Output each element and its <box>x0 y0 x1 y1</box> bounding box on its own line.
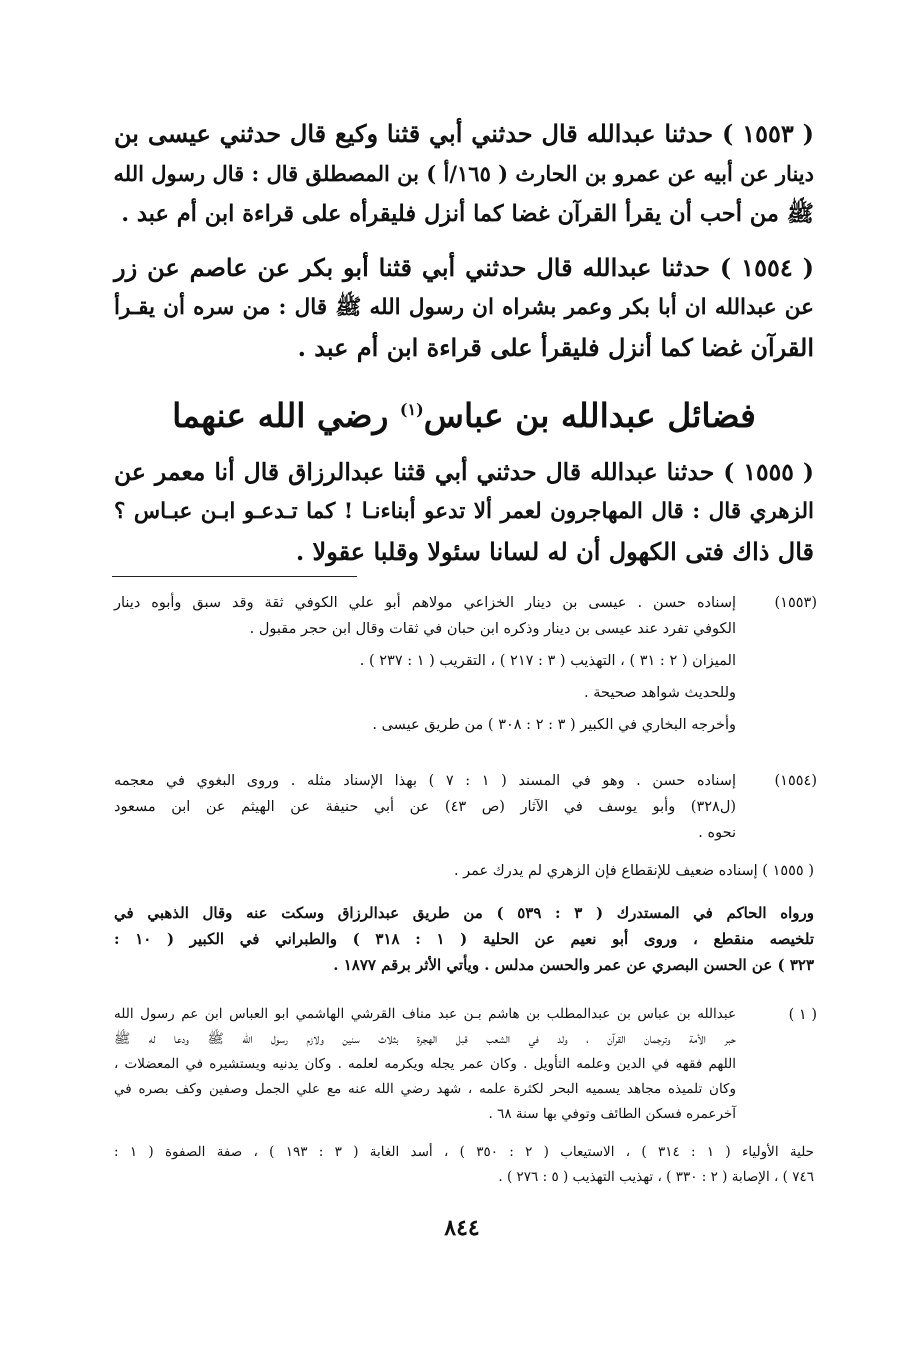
footnote-line: (ل٣٢٨) وأبو يوسف في الآثار (ص ٤٣) عن أبي حنيفة عن الهيثم عن ابن مسعود <box>114 799 737 815</box>
footnote-label: ( ١ ) <box>788 1007 817 1023</box>
footnote-line: ورواه الحاكم في المستدرك ( ٣ : ٥٣٩ ) من طريق عبدالرزاق وسكت عنه وقال الذهبي في <box>114 904 815 922</box>
heading-text-end: رضي الله عنهما <box>172 396 389 435</box>
footnote-line: عبدالله بن عباس بن عبدالمطلب بن هاشم بـن عبد مناف القرشي الهاشمي ابو العباس ابن عم رسول الله <box>114 1006 736 1022</box>
footnote-line: آخرعمره فسكن الطائف وتوفي بها سنة ٦٨ . <box>488 1106 736 1122</box>
footnote-label: (١٥٥٤) <box>774 773 817 789</box>
page-number: ٨٤٤ <box>444 1215 480 1241</box>
text-line: قال ذاك فتى الكهول أن له لسانا سئولا وقلبا عقولا . <box>295 537 814 566</box>
footnote-line: ٧٤٦ ) ، الإصابة ( ٢ : ٣٣٠ ) ، تهذيب التهذيب ( ٥ : ٢٧٦ ) . <box>498 1169 814 1185</box>
footnote-1-references <box>114 1140 814 1190</box>
hadith-1553 <box>114 114 814 234</box>
footnote-line: تلخيصه منقطع ، وروى أبو نعيم عن الحلية ( ١ : ٣١٨ ) والطبراني في الكبير ( ١٠ : <box>114 930 815 948</box>
footnote-1555-continued <box>114 900 814 978</box>
footnote-line: الميزان ( ٢ : ٣١ ) ، التهذيب ( ٣ : ٢١٧ ) ، التقريب ( ١ : ٢٣٧ ) . <box>359 653 736 669</box>
footnote-line: وأخرجه البخاري في الكبير ( ٣ : ٢ : ٣٠٨ ) من طريق عيسى . <box>372 717 736 733</box>
text-line: عن عبدالله ان أبا بكر وعمر بشراه ان رسول الله ﷺ قال : من سره أن يقـرأ <box>114 295 814 320</box>
footnote-line: وكان تلميذه مجاهد يسميه البحر لكثرة علمه ، شهد رضي الله عنه مع علي الجمل وصفين وكف بصره في <box>114 1081 736 1097</box>
text-line: ( ١٥٥٣ ) حدثنا عبدالله قال حدثني أبي قثنا وكيع قال حدثني عيسى بن <box>114 119 814 148</box>
footnote-line: إسناده حسن . عيسى بن دينار الخزاعي مولاهم أبو علي الكوفي ثقة وقد سبق وأبوه دينار <box>114 595 736 611</box>
text-line: ( ١٥٥٤ ) حدثنا عبدالله قال حدثني أبي قثنا أبو بكر عن عاصم عن زر <box>114 253 814 282</box>
footnote-label: (١٥٥٣) <box>774 595 817 611</box>
footnote-1555 <box>114 858 814 884</box>
hadith-1554 <box>114 248 814 368</box>
text-line: دينار عن أبيه عن عمرو بن الحارث ( ١٦٥/أ ) بن المصطلق قال : قال رسول الله <box>113 161 814 186</box>
text-line: القرآن غضا كما أنزل فليقرأ على قراءة ابن أم عبد . <box>297 333 814 362</box>
heading-text-start: فضائل عبدالله بن عباس <box>423 396 756 435</box>
section-heading <box>114 382 814 438</box>
footnote-line: حبر الأمة وترجمان القرآن ، ولد في الشعب قبل الهجرة بثلاث سنين ولازم رسول الله ﷺ ودعا له ﷺ <box>114 1031 736 1047</box>
text-line: ( ١٥٥٥ ) حدثنا عبدالله قال حدثني أبي قثنا عبدالرزاق قال أنا معمر عن <box>114 458 814 486</box>
hadith-1555 <box>114 452 814 572</box>
footnote-mark: (١) <box>399 400 424 419</box>
footnote-line: اللهم فقهه في الدين وعلمه التأويل . وكان عمر يجله ويكرمه لعلمه . وكان يدنيه ويستشيره في المعضلات ، <box>114 1056 736 1072</box>
footnote-line: ( ١٥٥٥ ) إسناده ضعيف للإنقطاع فإن الزهري لم يدرك عمر . <box>453 863 814 879</box>
text-line: ﷺ من أحب أن يقرأ القرآن غضا كما أنزل فليقرأه على قراءة ابن أم عبد . <box>121 201 814 227</box>
footnote-line: إسناده حسن . وهو في المسند ( ١ : ٧ ) بهذا الإسناد مثله . وروى البغوي في معجمه <box>114 773 736 789</box>
text-line: الزهري قال : قال المهاجرون لعمر ألا تدعو أبناءنـا ! كما تـدعـو ابـن عبـاس ؟ <box>114 499 814 524</box>
footnote-separator <box>112 576 357 577</box>
footnote-1554 <box>114 768 817 846</box>
footnote-line: نحوه . <box>698 825 736 841</box>
footnote-line: الكوفي تفرد عند عيسى بن دينار وذكره ابن حبان في ثقات وقال ابن حجر مقبول . <box>249 621 736 637</box>
footnote-1 <box>114 1002 817 1127</box>
footnote-line: ٣٢٣ ) عن الحسن البصري عن عمر والحسن مدلس . ويأتي الأثر برقم ١٨٧٧ . <box>333 956 814 974</box>
footnote-1553 <box>114 590 817 738</box>
footnote-line: وللحديث شواهد صحيحة . <box>583 685 736 701</box>
footnote-line: حلية الأولياء ( ١ : ٣١٤ ) ، الاستيعاب ( ٢ : ٣٥٠ ) ، أسد الغابة ( ٣ : ١٩٣ ) ، صفة الصفوة ( ١ : <box>114 1144 815 1160</box>
